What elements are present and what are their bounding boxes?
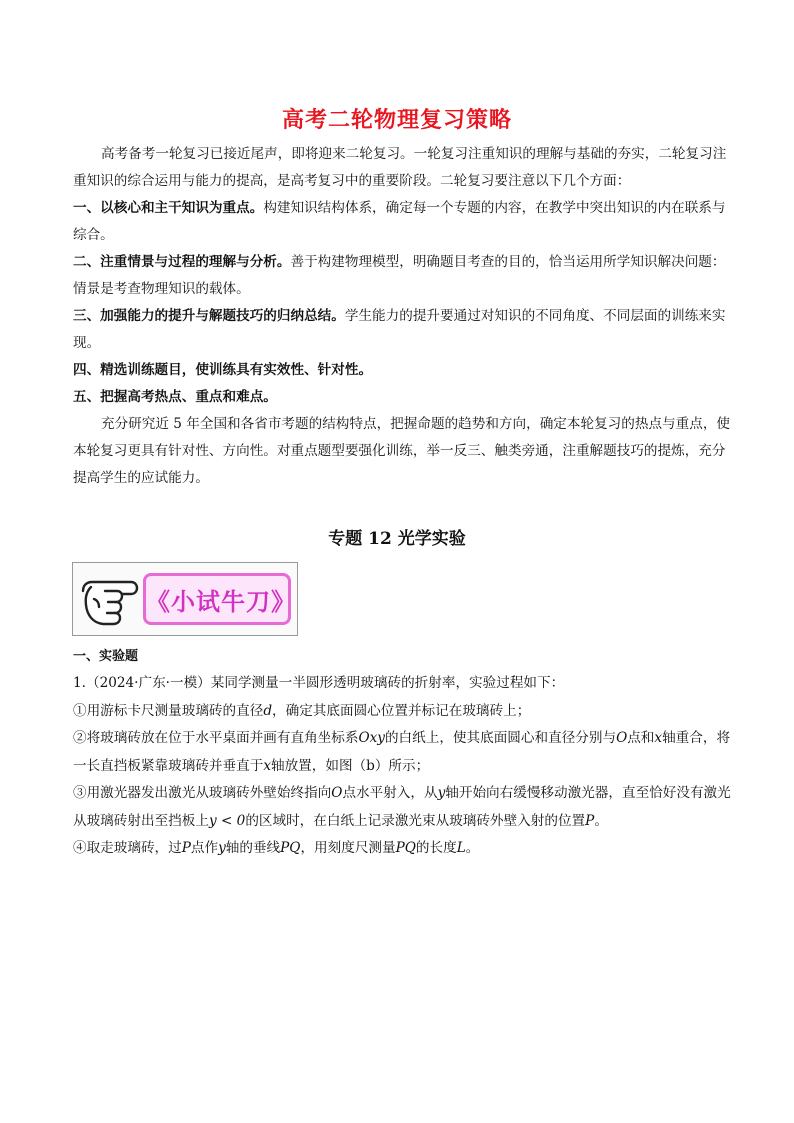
page-title: 高考二轮物理复习策略 xyxy=(281,108,512,133)
question-step-3 xyxy=(73,780,733,835)
math-symbol: O xyxy=(616,730,628,746)
intro-item-text: 学生能力的提升要通过对知识的不同角度、不同层面的训练来实现。 xyxy=(73,308,726,351)
section-heading: 一、实验题 xyxy=(73,649,139,664)
topic-title: 专题 12 光学实验 xyxy=(328,529,466,549)
step-text: ，确定其底面圆心位置并标记在玻璃砖上； xyxy=(272,702,531,719)
math-symbol: y xyxy=(437,785,446,801)
intro-item-3 xyxy=(73,303,733,357)
banner-tag: 《小试牛刀》 xyxy=(143,573,291,625)
intro-item-heading: 一、以核心和主干知识为重点。 xyxy=(73,200,264,216)
section-banner xyxy=(72,562,298,636)
intro-item-heading: 五、把握高考热点、重点和难点。 xyxy=(73,389,277,405)
math-symbol: d xyxy=(263,702,273,719)
step-text: 的区域时，在白纸上记录激光束从玻璃砖外壁入射的位置 xyxy=(245,812,586,829)
intro-item-text: 构建知识结构体系，确定每一个专题的内容，在教学中突出知识的内在联系与综合。 xyxy=(73,200,726,243)
intro-item-4 xyxy=(73,357,733,384)
step-text: 轴的垂线 xyxy=(225,840,281,856)
math-symbol: O xyxy=(331,785,343,801)
step-text: ②将玻璃砖放在位于水平桌面并画有直角坐标系 xyxy=(73,730,359,746)
intro-item-5 xyxy=(73,384,733,411)
question-stem: 1.（2024·广东·一模）某同学测量一半圆形透明玻璃砖的折射率，实验过程如下： xyxy=(73,675,565,691)
step-text: 轴开始向右缓慢移动激光器，直至恰好没有激光从玻璃砖射出至挡板上 xyxy=(73,785,731,829)
step-text: 点水平射入，从 xyxy=(342,785,438,801)
math-symbol: Oxy xyxy=(358,730,385,746)
math-symbol: P xyxy=(181,840,191,856)
step-text: 点作 xyxy=(190,840,219,856)
math-symbol: y < 0 xyxy=(208,812,246,829)
math-symbol: x xyxy=(654,730,663,746)
math-symbol: y xyxy=(218,840,226,856)
step-text: ③用激光器发出激光从玻璃砖外壁始终指向 xyxy=(73,785,332,801)
question-step-4 xyxy=(73,835,733,863)
step-text: 的白纸上，使其底面圆心和直径分别与 xyxy=(384,730,617,746)
intro-item-heading: 四、精选训练题目，使训练具有实效性、针对性。 xyxy=(73,362,373,378)
step-text: ④取走玻璃砖，过 xyxy=(73,840,182,856)
math-symbol: PQ xyxy=(395,840,416,856)
step-text: ，用刻度尺测量 xyxy=(300,840,396,856)
intro-paragraph: 高考备考一轮复习已接近尾声，即将迎来二轮复习。一轮复习注重知识的理解与基础的夯实，二轮复习注重知识的综合运用与能力的提高，是高考复习中的重要阶段。二轮复习要注意以下几个方面： xyxy=(73,146,727,189)
intro-item-1 xyxy=(73,195,733,249)
step-text: 轴重合，将一长直挡板紧靠玻璃砖并垂直于 xyxy=(73,730,731,774)
intro-item-text: 善于构建物理模型，明确题目考查的目的，恰当运用所学知识解决问题：情景是考查物理知识的载体。 xyxy=(73,254,726,297)
step-text: 。 xyxy=(594,812,608,829)
math-symbol: x xyxy=(263,757,271,774)
question-1 xyxy=(73,670,733,863)
step-text: 轴放置，如图（b）所示； xyxy=(270,757,430,774)
question-step-1 xyxy=(73,698,733,726)
intro-item-heading: 二、注重情景与过程的理解与分析。 xyxy=(73,254,291,270)
intro-text xyxy=(73,141,733,492)
math-symbol: L xyxy=(456,840,466,856)
step-text: 点和 xyxy=(627,730,655,746)
intro-item-heading: 三、加强能力的提升与解题技巧的归纳总结。 xyxy=(73,308,345,324)
intro-closing-paragraph: 充分研究近 5 年全国和各省市考题的结构特点，把握命题的趋势和方向，确定本轮复习的热点与重点，使本轮复习更具有针对性、方向性。对重点题型要强化训练，举一反三、触类旁通，注重解题技巧的提炼，充分提高学生的应试能力。 xyxy=(73,416,731,486)
math-symbol: PQ xyxy=(280,840,301,856)
step-text: ①用游标卡尺测量玻璃砖的直径 xyxy=(73,702,264,719)
pointing-hand-icon xyxy=(77,569,139,631)
step-text: 的长度 xyxy=(415,840,457,856)
intro-item-2 xyxy=(73,249,733,303)
math-symbol: P xyxy=(585,812,595,829)
step-text: 。 xyxy=(465,840,480,856)
question-step-2 xyxy=(73,725,733,780)
